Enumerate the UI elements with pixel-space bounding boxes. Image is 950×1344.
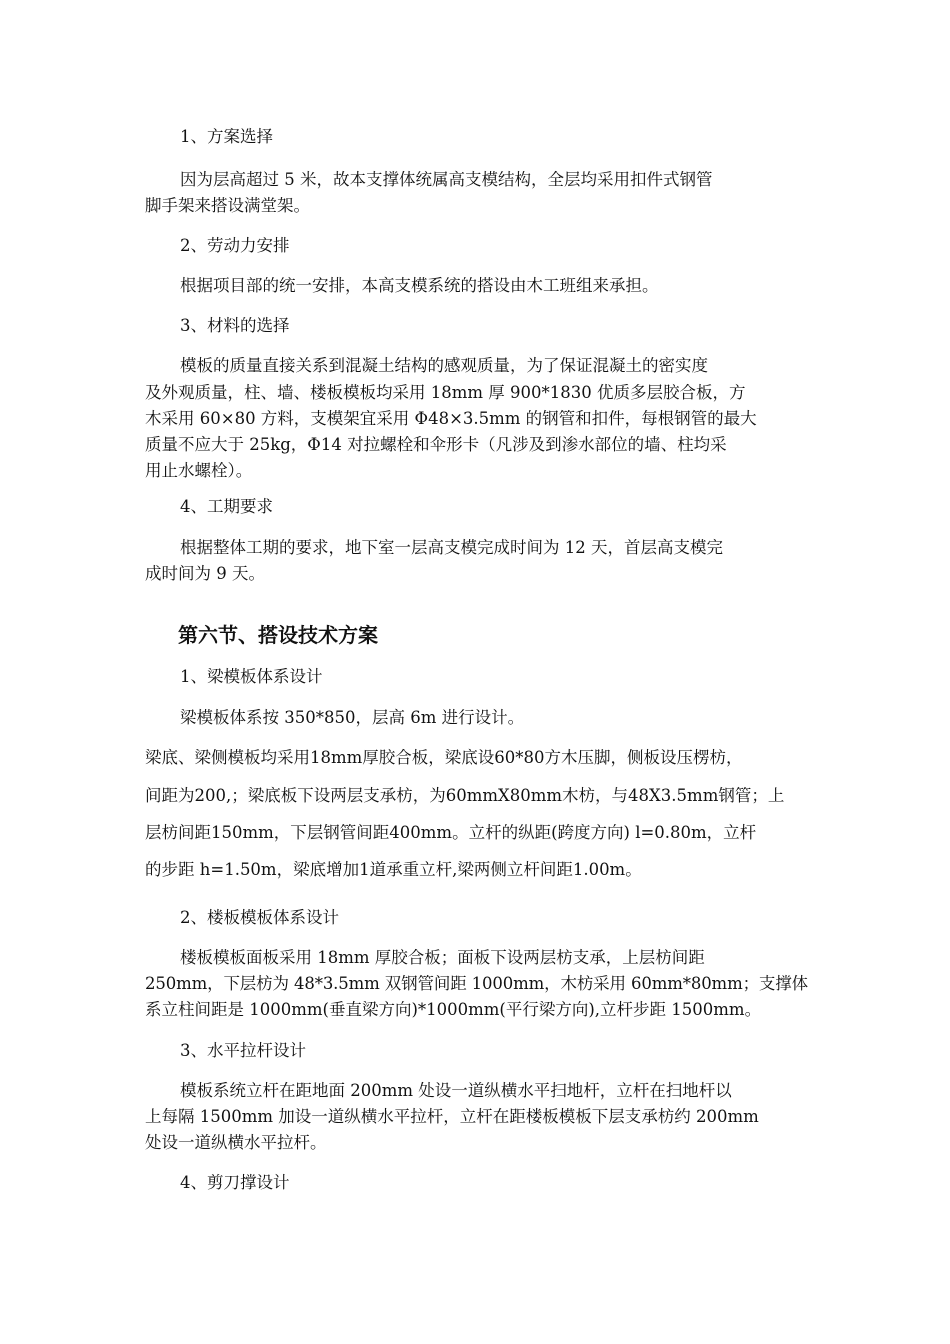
paragraph-line: 根据整体工期的要求，地下室一层高支模完成时间为 12 天，首层高支模完 [180,538,723,557]
paragraph-line: 梁模板体系按 350*850，层高 6m 进行设计。 [180,708,525,727]
chapter-heading: 第六节、搭设技术方案 [178,623,378,647]
paragraph-line: 处设一道纵横水平拉杆。 [145,1133,327,1152]
paragraph-line: 层枋间距150mm，下层钢管间距400mm。立杆的纵距(跨度方向) l=0.80m，立杆 [145,823,757,842]
paragraph-line: 成时间为 9 天。 [145,564,265,583]
paragraph-line: 质量不应大于 25kg，Φ14 对拉螺栓和伞形卡（凡涉及到渗水部位的墙、柱均采 [145,435,727,454]
section-heading-scissor-bracing: 4、剪刀撑设计 [180,1173,290,1192]
paragraph-line: 的步距 h=1.50m，梁底增加1道承重立杆,梁两侧立杆间距1.00m。 [145,860,642,879]
section-heading-schedule: 4、工期要求 [180,497,273,516]
section-heading-scheme-selection: 1、方案选择 [180,127,273,146]
section-heading-labor: 2、劳动力安排 [180,236,290,255]
section-heading-horizontal-bracing: 3、水平拉杆设计 [180,1041,306,1060]
paragraph-line: 楼板模板面板采用 18mm 厚胶合板；面板下设两层枋支承，上层枋间距 [180,948,705,967]
paragraph-line: 及外观质量，柱、墙、楼板模板均采用 18mm 厚 900*1830 优质多层胶合板，方 [145,383,746,402]
paragraph-line: 因为层高超过 5 米，故本支撑体统属高支模结构，全层均采用扣件式钢管 [180,170,713,189]
paragraph-line: 上每隔 1500mm 加设一道纵横水平拉杆，立杆在距楼板模板下层支承枋约 200mm [145,1107,759,1126]
paragraph-line: 250mm，下层枋为 48*3.5mm 双钢管间距 1000mm，木枋采用 60mm*80mm；支撑体 [145,974,809,993]
paragraph-line: 脚手架来搭设满堂架。 [145,196,310,215]
paragraph-line: 系立柱间距是 1000mm(垂直梁方向)*1000mm(平行梁方向),立杆步距 1500mm。 [145,1000,762,1019]
section-heading-materials: 3、材料的选择 [180,316,290,335]
paragraph-line: 木采用 60×80 方料，支模架宜采用 Φ48×3.5mm 的钢管和扣件，每根钢管的最大 [145,409,757,428]
section-heading-beam-formwork: 1、梁模板体系设计 [180,667,323,686]
section-heading-slab-formwork: 2、楼板模板体系设计 [180,908,339,927]
paragraph-line: 用止水螺栓）。 [145,461,253,480]
paragraph-line: 根据项目部的统一安排，本高支模系统的搭设由木工班组来承担。 [180,276,659,295]
paragraph-line: 间距为200,；梁底板下设两层支承枋，为60mmX80mm木枋，与48X3.5mm钢管；上 [145,786,785,805]
paragraph-line: 模板系统立杆在距地面 200mm 处设一道纵横水平扫地杆，立杆在扫地杆以 [180,1081,732,1100]
paragraph-line: 梁底、梁侧模板均采用18mm厚胶合板，梁底设60*80方木压脚，侧板设压楞枋， [145,748,743,767]
paragraph-line: 模板的质量直接关系到混凝土结构的感观质量，为了保证混凝土的密实度 [180,356,708,375]
